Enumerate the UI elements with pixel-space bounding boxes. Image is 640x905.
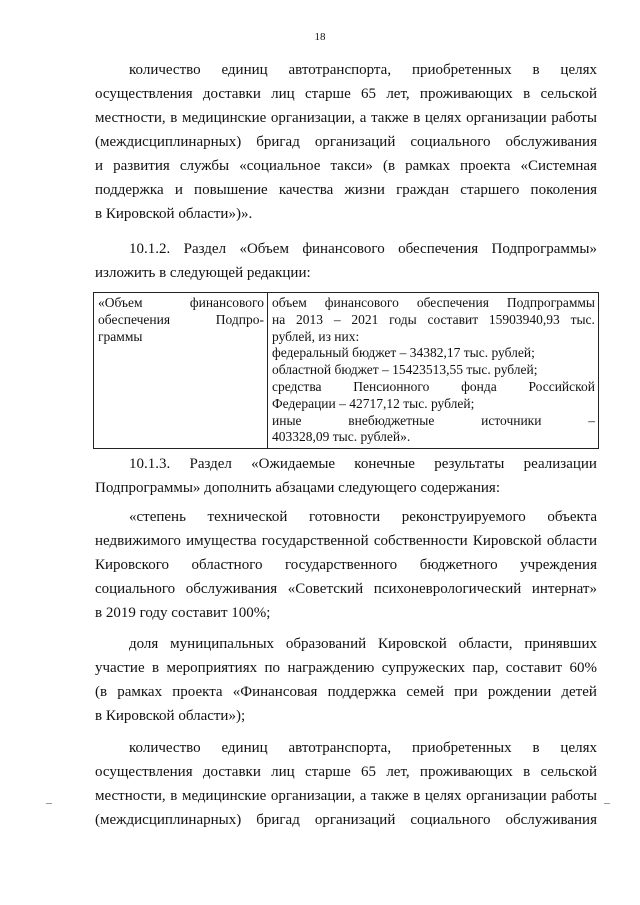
text-line: осуществления доставки лиц старше 65 лет, проживающих в сельской (95, 86, 597, 102)
text-line: участие в мероприятиях по награждению супружеских пар, составит 60% (95, 660, 597, 676)
text-line: средства Пенсионного фонда Российской (272, 378, 595, 394)
text-line: местности, в медицинские организации, а также в целях организации работы (95, 788, 597, 804)
text-line: 10.1.2. Раздел «Объем финансового обеспечения Подпрограммы» (129, 241, 597, 257)
text-line: иные внебюджетные источники – (272, 412, 595, 428)
table-row (94, 293, 599, 449)
margin-dash-right: – (604, 795, 610, 809)
text-line: в 2019 году составит 100%; (95, 605, 271, 621)
paragraph-2 (95, 237, 597, 285)
margin-dash-left: – (46, 795, 52, 809)
text-line: местности, в медицинские организации, а также в целях организации работы (95, 110, 597, 126)
text-line: недвижимого имущества государственной собственности Кировской области (95, 533, 597, 549)
text-line: и развития службы «социальное такси» (в рамках проекта «Системная (95, 158, 597, 174)
text-line: количество единиц автотранспорта, приобретенных в целях (129, 740, 597, 756)
text-line: (междисциплинарных) бригад организаций социального обслуживания (95, 812, 597, 828)
text-line: рублей, из них: (272, 328, 360, 344)
text-line: Кировского областного государственного бюджетного учреждения (95, 557, 597, 573)
paragraph-3 (95, 452, 597, 500)
text-line: Федерации – 42717,12 тыс. рублей; (272, 395, 475, 411)
text-line: доля муниципальных образований Кировской области, принявших (129, 636, 597, 652)
paragraph-1 (95, 58, 597, 226)
text-line: «степень технической готовности реконструируемого объекта (129, 509, 597, 525)
text-line: объем финансового обеспечения Подпрограммы (272, 295, 595, 310)
text-line: граммы (98, 328, 143, 344)
text-line: 10.1.3. Раздел «Ожидаемые конечные результаты реализации (129, 456, 597, 472)
text-line: Подпрограммы» дополнить абзацами следующего содержания: (95, 480, 500, 496)
text-line: «Объем финансового (98, 295, 264, 310)
text-line: областной бюджет – 15423513,55 тыс. рублей; (272, 362, 538, 378)
text-line: (междисциплинарных) бригад организаций социального обслуживания (95, 134, 597, 150)
text-line: в Кировской области»)». (95, 206, 253, 222)
text-line: осуществления доставки лиц старше 65 лет, проживающих в сельской (95, 764, 597, 780)
table-cell-content (268, 293, 599, 449)
paragraph-5 (95, 632, 597, 728)
text-line: (в рамках проекта «Финансовая поддержка семей при рождении детей (95, 684, 597, 700)
text-line: федеральный бюджет – 34382,17 тыс. рублей; (272, 345, 535, 361)
text-line: 403328,09 тыс. рублей». (272, 429, 411, 445)
table-cell-label (94, 293, 268, 449)
text-line: обеспечения Подпро- (98, 311, 264, 327)
page-number: 18 (314, 31, 326, 43)
text-line: в Кировской области»); (95, 708, 246, 724)
paragraph-6 (95, 736, 597, 832)
text-line: изложить в следующей редакции: (95, 265, 311, 281)
text-line: на 2013 – 2021 годы составит 15903940,93 тыс. (272, 311, 595, 327)
financing-table (93, 292, 599, 449)
text-line: поддержка и повышение качества жизни граждан старшего поколения (95, 182, 597, 198)
text-line: социального обслуживания «Советский психоневрологический интернат» (95, 581, 597, 597)
text-line: количество единиц автотранспорта, приобретенных в целях (129, 62, 597, 78)
paragraph-4 (95, 505, 597, 625)
